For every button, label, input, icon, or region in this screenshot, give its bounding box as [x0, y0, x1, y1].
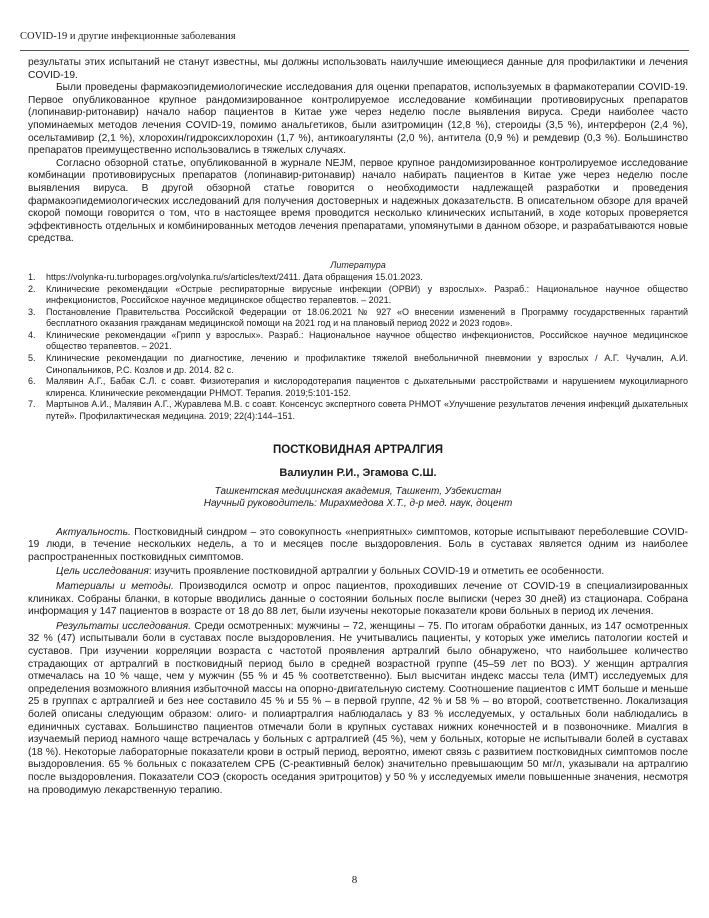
- reference-text: Клинические рекомендации «Грипп у взрослых». Разраб.: Национальное научное общество инфекционистов, Российское научное медицинское общество терапевтов. – 2021.: [46, 329, 688, 352]
- reference-item: 5. Клинические рекомендации по диагностике, лечению и профилактике тяжелой внебольничной пневмонии у взрослых / А.Г. Чучалин, А.И. Синопальников, Р.С. Козлов и др. 2014. 82 с.: [28, 353, 688, 375]
- page-content: [28, 57, 688, 799]
- reference-list: [28, 272, 688, 423]
- intro-paragraph-1: результаты этих испытаний не станут известны, мы должны использовать наилучшие имеющиеся данные для профилактики и лечения COVID-19.: [28, 57, 688, 81]
- reference-text: Клинические рекомендации «Острые респираторные вирусные инфекции (ОРВИ) у взрослых». Разраб.: Национальное научное общество инфекционистов, Российское научное медицинское общество терапевтов. – 2021.: [46, 283, 688, 306]
- reference-item: 1. https://volynka-ru.turbopages.org/volynka.ru/s/articles/text/2411. Дата обращения 15.01.2023.: [28, 271, 423, 282]
- reference-text: Малявин А.Г., Бабак С.Л. с соавт. Физиотерапия и кислородотерапия пациентов с дыхательными расстройствами и нарушением мукоцилиарного клиренса. Клинические рекомендации РНМОТ. Терапия. 2019;5:101-152.: [46, 376, 688, 398]
- abstract-methods: Материалы и методы. Производился осмотр и опрос пациентов, проходивших лечение от COVID-19 в специализированных клиниках. Собраны бланки, в которые вводились данные о состоянии больных после выписки (через 30 дней) из стационара. Собрана информация у 147 пациентов в возрасте от 18 до 88 лет, были изучены некоторые показатели крови больных в период их лечения.: [28, 581, 688, 618]
- intro-paragraph-2: Были проведены фармакоэпидемиологические исследования для оценки препаратов, используемых в фармакотерапии COVID-19. Первое опубликованное крупное рандомизированное контролируемое исследование комбинации противовирусных препаратов (лопинавир-ритонавир) начало набор пациентов в Китае уже через неделю после выявления вируса. Среди наиболее часто упоминаемых методов лечения COVID-19, помимо анальгетиков, были азитромицин (12,8 %), стероиды (3,5 %), интерферон (2,4 %), осельтамивир (2,1 %), хлорохин/гидроксихлорохин (1,7 %), антикоагулянты (2,0 %), антитела (0,9 %) и ремдевир (0,3 %). Большинство препаратов преимущественно использовались в тяжелых случаях.: [28, 82, 688, 157]
- affiliation-supervisor: Научный руководитель: Мирахмедова Х.Т., д-р мед. наук, доцент: [203, 498, 513, 510]
- results-label: Результаты исследования.: [56, 620, 191, 632]
- abstract: [28, 527, 688, 797]
- abstract-relevance: Актуальность. Постковидный синдром – это совокупность «неприятных» симптомов, которые испытывают переболевшие COVID-19 люди, в течение нескольких недель, а то и месяцев после выздоровления. Боль в суставах является одним из наиболее распространенных постковидных симптомов.: [28, 526, 688, 563]
- reference-item: 2. Клинические рекомендации «Острые респираторные вирусные инфекции (ОРВИ) у взрослых». Разраб.: Национальное научное общество инфекционистов, Российское научное медицинское общество терапевтов. – 2021.: [28, 283, 688, 306]
- page-number: 8: [351, 874, 358, 886]
- reference-item: 4. Клинические рекомендации «Грипп у взрослых». Разраб.: Национальное научное общество инфекционистов, Российское научное медицинское общество терапевтов. – 2021.: [28, 329, 688, 352]
- article-title: ПОСТКОВИДНАЯ АРТРАЛГИЯ: [272, 443, 444, 456]
- reference-item: 7. Мартынов А.И., Малявин А.Г., Журавлева М.В. с соавт. Консенсус экспертного совета РНМОТ «Улучшение результатов лечения инфекций дыхательных путей». Профилактическая медицина. 2019; 22(4):144–151.: [28, 399, 688, 422]
- affiliation-institution: Ташкентская медицинская академия, Ташкент, Узбекистан: [214, 485, 502, 497]
- literature-title: Литература: [330, 259, 386, 270]
- running-header: [20, 28, 689, 51]
- abstract-results: Результаты исследования. Среди осмотренных: мужчины – 72, женщины – 75. По итогам обработки данных, из 147 осмотренных 32 % (47) испытывали боли в суставах после выздоровления. Не учитывались пациенты, у которых уже имелись патологии костей и суставов. При изучении корреляции возраста с частотой проявления артралгий было обнаружено, что наибольшее количество страдающих от артралгий в постковидный период было в средней возрастной группе (45–59 лет по ВОЗ). У женщин артралгия отмечалась на 10 % чаще, чем у мужчин (55 % и 45 % соответственно). Был высчитан индекс массы тела (ИМТ) исследуемых для определения возможного влияния избыточной массы на опорно-двигательную систему. Соотношение пациентов с ИМТ больше и меньше 25 в группах с артралгией и без нее составило 45 % и 55 % – в первой группе, 42 % и 58 % – во второй, соответственно. Локализация болей описаны следующим образом: олиго- и полиартралгия наблюдалась у 83 % исследуемых, у остальных боли наблюдались в единичных суставах. Большинство пациентов отмечали боли в крупных суставах нижних конечностей и в позвоночнике. Миалгия в изучаемый период намного чаще встречалась у больных с артралгией (45 %), чем у больных, которые не испытывали болей в суставах (18 %). Некоторые лабораторные показатели крови в острый период, вероятно, имеют связь с развитием постковидных симптомов после выздоровления. 65 % больных с показателем СРБ (С-реактивный белок) значительно превышающим 50 мг/л, указывали на артралгию после выздоровления. Показатели СОЭ (скорость оседания эритроцитов) у 50 % у исследуемых имели повышенные значения, несмотря на проводимую лекарственную терапию.: [28, 620, 688, 796]
- reference-text: Клинические рекомендации по диагностике, лечению и профилактике тяжелой внебольничной пневмонии у взрослых / А.Г. Чучалин, А.И. Синопальников, Р.С. Козлов и др. 2014. 82 с.: [46, 353, 688, 375]
- aim-label: Цель исследования: [56, 566, 149, 578]
- intro-paragraph-3: Согласно обзорной статье, опубликованной в журнале NEJM, первое крупное рандомизированное контролируемое исследование комбинации противовирусных препаратов (лопинавир-ритонавир) начало набирать пациентов в Китае уже через неделю после выявления вируса. В другой обзорной статье говорится о необходимости надлежащей разработки и проведения фармакоэпидемиологических исследований для получения достоверных и надежных доказательств. В описательном обзоре для врачей скорой помощи говорится о том, что в настоящее время проводится несколько клинических испытаний, в ходе которых проверяется эффективность отдельных и комбинированных методов лечения препаратами, упомянутыми в данном обзоре, и разрабатываются новые средства.: [28, 157, 688, 245]
- reference-text: https://volynka-ru.turbopages.org/volynka.ru/s/articles/text/2411. Дата обращения 15.01.2023.: [46, 271, 423, 282]
- reference-text: Постановление Правительства Российской Федерации от 18.06.2021 № 927 «О внесении изменений в Программу государственных гарантий бесплатного оказания гражданам медицинской помощи на 2021 год и на плановый период 2022 и 2023 годов».: [46, 306, 688, 329]
- reference-text: Мартынов А.И., Малявин А.Г., Журавлева М.В. с соавт. Консенсус экспертного совета РНМОТ «Улучшение результатов лечения инфекций дыхательных путей». Профилактическая медицина. 2019; 22(4):144–151.: [46, 399, 688, 422]
- relevance-label: Актуальность.: [56, 526, 131, 538]
- article-affiliation: [28, 486, 688, 511]
- reference-item: 6. Малявин А.Г., Бабак С.Л. с соавт. Физиотерапия и кислородотерапия пациентов с дыхательными расстройствами и нарушением мукоцилиарного клиренса. Клинические рекомендации РНМОТ. Терапия. 2019;5:101-152.: [28, 376, 688, 398]
- reference-item: 3. Постановление Правительства Российской Федерации от 18.06.2021 № 927 «О внесении изменений в Программу государственных гарантий бесплатного оказания гражданам медицинской помощи на 2021 год и на плановый период 2022 и 2023 годов».: [28, 306, 688, 329]
- running-header-title: COVID-19 и другие инфекционные заболевания: [20, 31, 236, 42]
- methods-label: Материалы и методы.: [56, 581, 174, 592]
- abstract-aim: Цель исследования: изучить проявление постковидной артралгии у больных COVID-19 и отметить ее особенности.: [56, 566, 605, 578]
- article-authors: Валиулин Р.И., Эгамова С.Ш.: [279, 466, 437, 479]
